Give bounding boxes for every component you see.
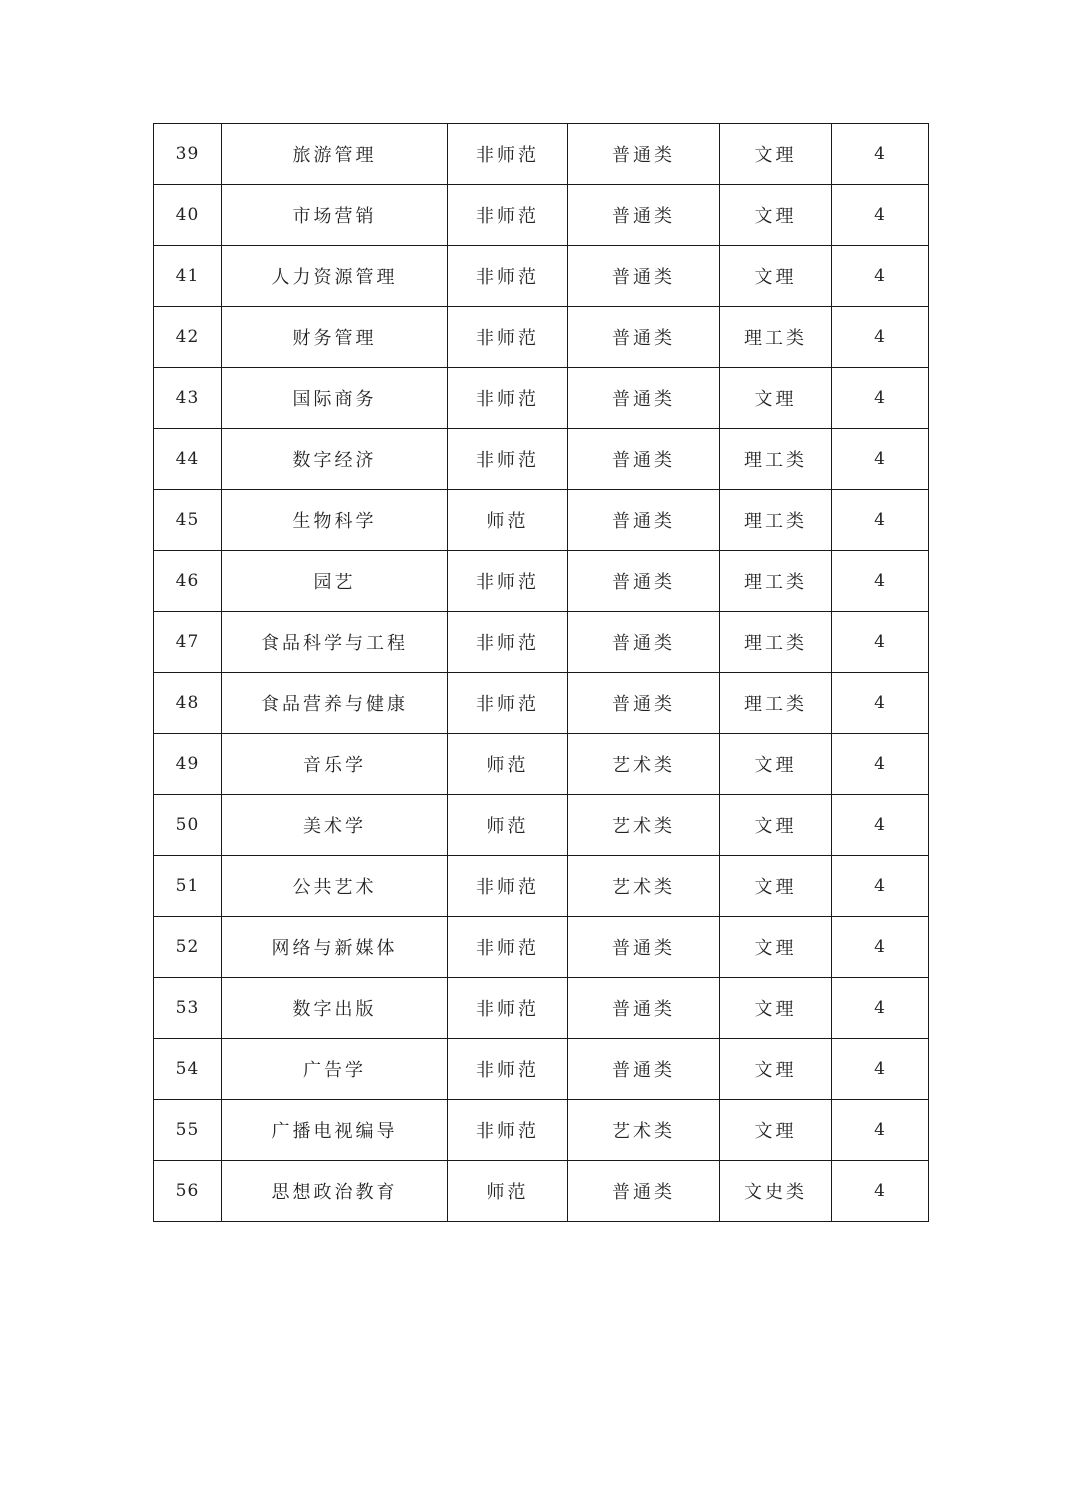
major-name-cell: 国际商务 <box>222 368 448 429</box>
table-row <box>154 612 929 673</box>
normal-type-cell: 非师范 <box>448 856 568 917</box>
row-index-cell: 51 <box>154 856 222 917</box>
row-index-cell: 39 <box>154 124 222 185</box>
normal-type-cell: 非师范 <box>448 368 568 429</box>
table-row <box>154 429 929 490</box>
normal-type-cell: 非师范 <box>448 612 568 673</box>
major-name-cell: 广播电视编导 <box>222 1100 448 1161</box>
table-row <box>154 246 929 307</box>
row-index-cell: 52 <box>154 917 222 978</box>
normal-type-cell: 非师范 <box>448 1039 568 1100</box>
enrollment-category-cell: 艺术类 <box>568 856 720 917</box>
subject-category-cell: 文理 <box>720 246 832 307</box>
table-row <box>154 673 929 734</box>
row-index-cell: 55 <box>154 1100 222 1161</box>
study-years-cell: 4 <box>832 1100 929 1161</box>
table-row <box>154 795 929 856</box>
row-index-cell: 48 <box>154 673 222 734</box>
row-index-cell: 56 <box>154 1161 222 1222</box>
table-row <box>154 1039 929 1100</box>
row-index-cell: 45 <box>154 490 222 551</box>
row-index-cell: 50 <box>154 795 222 856</box>
major-name-cell: 网络与新媒体 <box>222 917 448 978</box>
normal-type-cell: 非师范 <box>448 185 568 246</box>
study-years-cell: 4 <box>832 978 929 1039</box>
row-index-cell: 43 <box>154 368 222 429</box>
normal-type-cell: 师范 <box>448 490 568 551</box>
table-row <box>154 368 929 429</box>
enrollment-category-cell: 普通类 <box>568 612 720 673</box>
major-name-cell: 公共艺术 <box>222 856 448 917</box>
study-years-cell: 4 <box>832 551 929 612</box>
study-years-cell: 4 <box>832 429 929 490</box>
normal-type-cell: 师范 <box>448 734 568 795</box>
study-years-cell: 4 <box>832 1161 929 1222</box>
enrollment-category-cell: 普通类 <box>568 673 720 734</box>
normal-type-cell: 非师范 <box>448 429 568 490</box>
major-name-cell: 思想政治教育 <box>222 1161 448 1222</box>
subject-category-cell: 文理 <box>720 795 832 856</box>
row-index-cell: 49 <box>154 734 222 795</box>
normal-type-cell: 非师范 <box>448 673 568 734</box>
row-index-cell: 54 <box>154 1039 222 1100</box>
study-years-cell: 4 <box>832 490 929 551</box>
subject-category-cell: 理工类 <box>720 551 832 612</box>
major-name-cell: 生物科学 <box>222 490 448 551</box>
row-index-cell: 46 <box>154 551 222 612</box>
row-index-cell: 47 <box>154 612 222 673</box>
major-name-cell: 财务管理 <box>222 307 448 368</box>
study-years-cell: 4 <box>832 307 929 368</box>
table-row <box>154 551 929 612</box>
major-name-cell: 园艺 <box>222 551 448 612</box>
enrollment-category-cell: 艺术类 <box>568 1100 720 1161</box>
study-years-cell: 4 <box>832 917 929 978</box>
normal-type-cell: 非师范 <box>448 246 568 307</box>
subject-category-cell: 理工类 <box>720 307 832 368</box>
enrollment-category-cell: 普通类 <box>568 1161 720 1222</box>
row-index-cell: 40 <box>154 185 222 246</box>
row-index-cell: 42 <box>154 307 222 368</box>
study-years-cell: 4 <box>832 185 929 246</box>
major-name-cell: 旅游管理 <box>222 124 448 185</box>
subject-category-cell: 文理 <box>720 368 832 429</box>
row-index-cell: 44 <box>154 429 222 490</box>
enrollment-category-cell: 艺术类 <box>568 795 720 856</box>
normal-type-cell: 非师范 <box>448 307 568 368</box>
enrollment-category-cell: 普通类 <box>568 1039 720 1100</box>
enrollment-category-cell: 普通类 <box>568 978 720 1039</box>
table-row <box>154 124 929 185</box>
study-years-cell: 4 <box>832 368 929 429</box>
row-index-cell: 53 <box>154 978 222 1039</box>
table-row <box>154 734 929 795</box>
table-row <box>154 856 929 917</box>
normal-type-cell: 师范 <box>448 795 568 856</box>
major-name-cell: 音乐学 <box>222 734 448 795</box>
table-row <box>154 185 929 246</box>
enrollment-category-cell: 普通类 <box>568 246 720 307</box>
subject-category-cell: 理工类 <box>720 429 832 490</box>
enrollment-category-cell: 普通类 <box>568 368 720 429</box>
normal-type-cell: 非师范 <box>448 917 568 978</box>
major-name-cell: 数字出版 <box>222 978 448 1039</box>
study-years-cell: 4 <box>832 612 929 673</box>
subject-category-cell: 文理 <box>720 978 832 1039</box>
table-row <box>154 1161 929 1222</box>
major-name-cell: 人力资源管理 <box>222 246 448 307</box>
enrollment-category-cell: 普通类 <box>568 917 720 978</box>
study-years-cell: 4 <box>832 795 929 856</box>
subject-category-cell: 文理 <box>720 734 832 795</box>
major-name-cell: 美术学 <box>222 795 448 856</box>
table-row <box>154 978 929 1039</box>
enrollment-category-cell: 普通类 <box>568 551 720 612</box>
normal-type-cell: 非师范 <box>448 551 568 612</box>
major-name-cell: 广告学 <box>222 1039 448 1100</box>
major-name-cell: 食品科学与工程 <box>222 612 448 673</box>
table-row <box>154 490 929 551</box>
majors-table <box>153 123 929 1222</box>
normal-type-cell: 师范 <box>448 1161 568 1222</box>
table-row <box>154 917 929 978</box>
majors-table-body <box>154 124 929 1222</box>
table-row <box>154 1100 929 1161</box>
enrollment-category-cell: 普通类 <box>568 185 720 246</box>
enrollment-category-cell: 普通类 <box>568 124 720 185</box>
enrollment-category-cell: 普通类 <box>568 429 720 490</box>
subject-category-cell: 理工类 <box>720 673 832 734</box>
study-years-cell: 4 <box>832 1039 929 1100</box>
subject-category-cell: 文理 <box>720 124 832 185</box>
normal-type-cell: 非师范 <box>448 978 568 1039</box>
normal-type-cell: 非师范 <box>448 1100 568 1161</box>
study-years-cell: 4 <box>832 734 929 795</box>
subject-category-cell: 理工类 <box>720 490 832 551</box>
subject-category-cell: 文史类 <box>720 1161 832 1222</box>
subject-category-cell: 文理 <box>720 917 832 978</box>
major-name-cell: 市场营销 <box>222 185 448 246</box>
row-index-cell: 41 <box>154 246 222 307</box>
major-name-cell: 食品营养与健康 <box>222 673 448 734</box>
table-row <box>154 307 929 368</box>
enrollment-category-cell: 普通类 <box>568 490 720 551</box>
enrollment-category-cell: 普通类 <box>568 307 720 368</box>
subject-category-cell: 文理 <box>720 1100 832 1161</box>
subject-category-cell: 文理 <box>720 856 832 917</box>
enrollment-category-cell: 艺术类 <box>568 734 720 795</box>
major-name-cell: 数字经济 <box>222 429 448 490</box>
study-years-cell: 4 <box>832 246 929 307</box>
subject-category-cell: 文理 <box>720 185 832 246</box>
study-years-cell: 4 <box>832 856 929 917</box>
subject-category-cell: 理工类 <box>720 612 832 673</box>
normal-type-cell: 非师范 <box>448 124 568 185</box>
study-years-cell: 4 <box>832 673 929 734</box>
study-years-cell: 4 <box>832 124 929 185</box>
subject-category-cell: 文理 <box>720 1039 832 1100</box>
